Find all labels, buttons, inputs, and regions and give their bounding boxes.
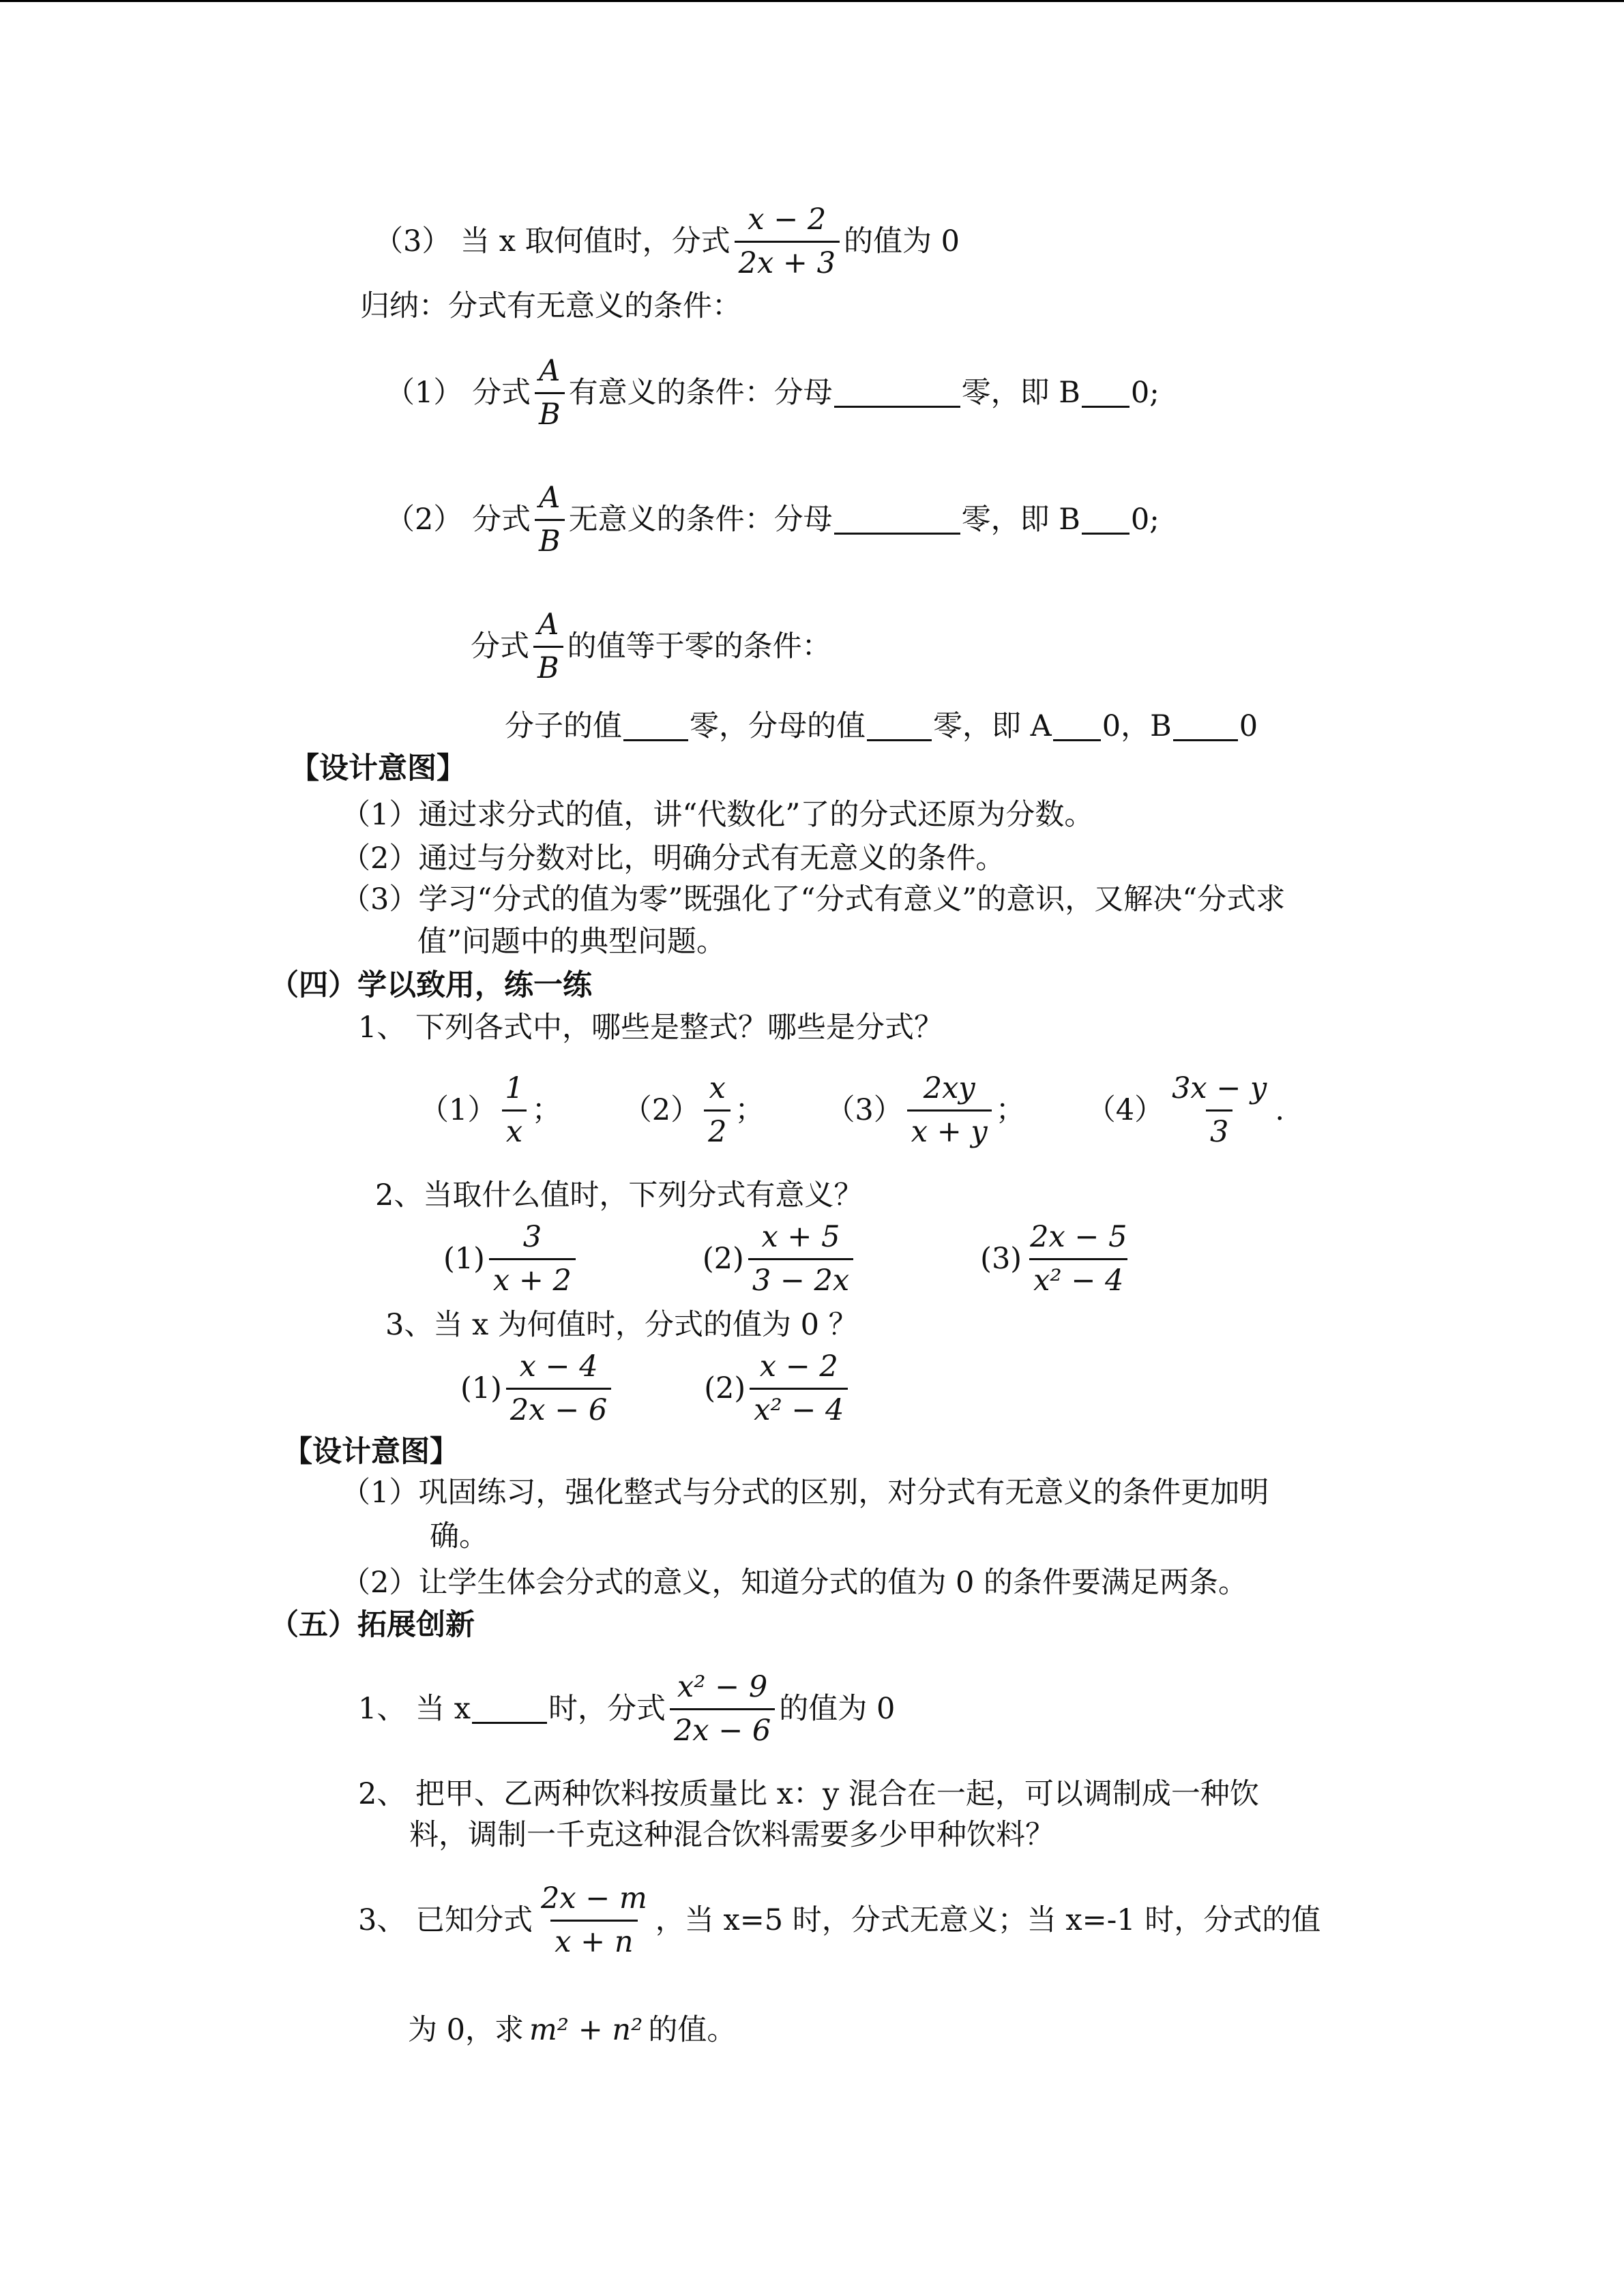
text: 无意义的条件：分母 [568, 503, 833, 537]
fraction [748, 1221, 853, 1298]
denominator: x² − 4 [1029, 1258, 1127, 1298]
design-intent-heading [283, 1437, 459, 1467]
fraction [535, 481, 565, 559]
item-label: (2) [704, 1371, 746, 1406]
text: 【设计意图】 [283, 1435, 459, 1469]
design-intent-item [341, 882, 1286, 916]
blank[interactable] [472, 1695, 547, 1724]
text: 3、 已知分式 [358, 1903, 533, 1938]
exercise-2 [375, 1178, 863, 1212]
text: （1）巩固练习，强化整式与分式的区别，对分式有无意义的条件更加明 [341, 1476, 1269, 1510]
extension-3 [358, 1882, 1320, 1960]
extension-3-cont [408, 2013, 737, 2047]
text: ； [531, 1093, 561, 1128]
text: （1） 分式 [385, 376, 531, 411]
fraction [670, 1671, 775, 1748]
item-label: （1） [419, 1093, 497, 1128]
denominator: 3 [1206, 1109, 1232, 1149]
fraction [489, 1221, 576, 1298]
text: （四）学以致用，练一练 [269, 968, 592, 1002]
denominator: B [535, 392, 565, 432]
denominator: B [533, 646, 563, 685]
item-label: （3） [825, 1093, 903, 1128]
text: （3）学习“分式的值为零”既强化了“分式有意义”的意识，又解决“分式求 [341, 882, 1286, 916]
text: （2） 分式 [385, 503, 531, 537]
numerator: 1 [505, 1071, 524, 1105]
text: （3） 当 x 取何值时，分式 [374, 224, 730, 259]
text: 3、当 x 为何值时，分式的值为 0 ？ [385, 1308, 858, 1342]
fraction [907, 1072, 992, 1150]
text: 的值等于零的条件： [567, 629, 831, 664]
text: 归纳：分式有无意义的条件： [360, 289, 741, 323]
item-label: (2) [702, 1242, 744, 1277]
summary-heading [360, 289, 741, 323]
text: 1、 当 x [358, 1692, 471, 1727]
blank[interactable] [1173, 712, 1238, 741]
exercise-3 [385, 1308, 858, 1342]
item-label: (1) [443, 1242, 485, 1277]
design-intent-item [341, 841, 1005, 876]
numerator: 3x − y [1172, 1071, 1267, 1105]
text: 2、当取什么值时，下列分式有意义？ [375, 1178, 863, 1212]
text: 的值为 0 [843, 224, 960, 259]
denominator: x + 2 [489, 1258, 576, 1298]
fraction [735, 203, 840, 281]
condition-meaningless [385, 481, 1160, 559]
exercise-2-items [443, 1221, 1135, 1298]
section-4-heading [269, 968, 592, 1002]
denominator: x [502, 1109, 527, 1149]
numerator: 2x − m [541, 1881, 647, 1915]
text: ； [735, 1093, 765, 1128]
design-intent-item [341, 1478, 1269, 1508]
blank[interactable] [1053, 712, 1101, 741]
numerator: x + 5 [761, 1220, 840, 1254]
denominator: x + y [907, 1109, 992, 1149]
section-5-heading [269, 1608, 475, 1642]
design-intent-item [341, 798, 1094, 832]
top-border [0, 0, 1624, 2]
numerator: 2xy [923, 1071, 975, 1105]
math-expression: m² + n² [529, 2013, 643, 2047]
fraction [535, 355, 565, 432]
denominator: x² − 4 [750, 1388, 848, 1427]
fraction [501, 1072, 527, 1150]
blank[interactable] [1082, 378, 1130, 408]
fraction [704, 1072, 730, 1150]
text: 的值为 0 [779, 1692, 896, 1727]
question-3-line [374, 203, 960, 281]
numerator: x² − 9 [677, 1670, 768, 1704]
blank[interactable] [623, 712, 688, 741]
text: ； [995, 1093, 1025, 1128]
numerator: x − 2 [759, 1350, 838, 1384]
denominator: 2x − 6 [670, 1708, 775, 1748]
text: 0 [1239, 709, 1258, 743]
numerator: x − 4 [519, 1350, 598, 1384]
text: 确。 [430, 1519, 488, 1553]
text: 的值。 [648, 2013, 737, 2047]
denominator: 2x − 6 [506, 1388, 611, 1427]
denominator: B [535, 519, 565, 558]
item-label: （2） [622, 1093, 700, 1128]
fraction [537, 1882, 651, 1960]
text: ，当 x=5 时，分式无意义；当 x=-1 时，分式的值 [655, 1903, 1321, 1938]
blank[interactable] [1082, 505, 1130, 535]
text: 0; [1130, 503, 1160, 537]
fraction [1026, 1221, 1131, 1298]
design-intent-heading [290, 751, 466, 786]
text: （五）拓展创新 [269, 1608, 475, 1642]
item-label: (3) [980, 1242, 1022, 1277]
numerator: A [539, 354, 561, 388]
text: （1）通过求分式的值，讲“代数化”了的分式还原为分数。 [341, 798, 1094, 832]
text: 分式 [471, 629, 529, 664]
exercise-3-items [460, 1350, 852, 1428]
item-label: (1) [460, 1371, 502, 1406]
extension-1 [358, 1671, 895, 1748]
text: 料，调制一千克这种混合饮料需要多少甲种饮料？ [409, 1818, 1054, 1852]
text: 零，即 A [933, 709, 1052, 743]
denominator: 2 [704, 1109, 730, 1149]
text: 零，即 B [961, 503, 1080, 537]
text: 零，即 B [961, 376, 1080, 411]
condition-zero-detail [505, 709, 1258, 743]
text: 0; [1130, 376, 1160, 411]
text: 【设计意图】 [290, 751, 466, 786]
numerator: x − 2 [748, 203, 827, 237]
blank[interactable] [834, 505, 960, 535]
text: （2）让学生体会分式的意义，知道分式的值为 0 的条件要满足两条。 [341, 1566, 1248, 1600]
text: 2、 把甲、乙两种饮料按质量比 x：y 混合在一起，可以调制成一种饮 [358, 1777, 1259, 1811]
fraction [506, 1350, 611, 1428]
numerator: 3 [522, 1220, 542, 1254]
design-intent-item [417, 927, 726, 957]
design-intent-item [341, 1568, 1247, 1598]
extension-2 [358, 1777, 1259, 1811]
exercise-1 [358, 1013, 943, 1043]
fraction [750, 1350, 848, 1428]
denominator: 3 − 2x [748, 1258, 853, 1298]
text: 分子的值 [505, 709, 622, 743]
extension-2-cont [409, 1818, 1054, 1852]
condition-zero [471, 608, 831, 686]
numerator: A [537, 608, 559, 642]
text: 为 0，求 [408, 2013, 525, 2047]
text: （2）通过与分数对比，明确分式有无意义的条件。 [341, 841, 1005, 876]
denominator: 2x + 3 [735, 241, 840, 280]
numerator: x [709, 1071, 726, 1105]
denominator: x + n [550, 1920, 637, 1959]
blank[interactable] [867, 712, 932, 741]
condition-meaningful [385, 355, 1160, 432]
text: 0，B [1102, 709, 1172, 743]
numerator: 2x − 5 [1030, 1220, 1127, 1254]
item-label: （4） [1086, 1093, 1164, 1128]
fraction [1168, 1072, 1271, 1150]
text: 时，分式 [548, 1692, 666, 1727]
text: 值”问题中的典型问题。 [417, 925, 726, 959]
text: 零，分母的值 [690, 709, 866, 743]
text: . [1275, 1093, 1285, 1128]
numerator: A [539, 481, 561, 515]
fraction [533, 608, 563, 686]
exercise-1-items [419, 1072, 1284, 1150]
text: 1、 下列各式中，哪些是整式？哪些是分式？ [358, 1011, 944, 1045]
text: 有意义的条件：分母 [568, 376, 833, 411]
blank[interactable] [834, 378, 960, 408]
design-intent-item [430, 1519, 488, 1553]
